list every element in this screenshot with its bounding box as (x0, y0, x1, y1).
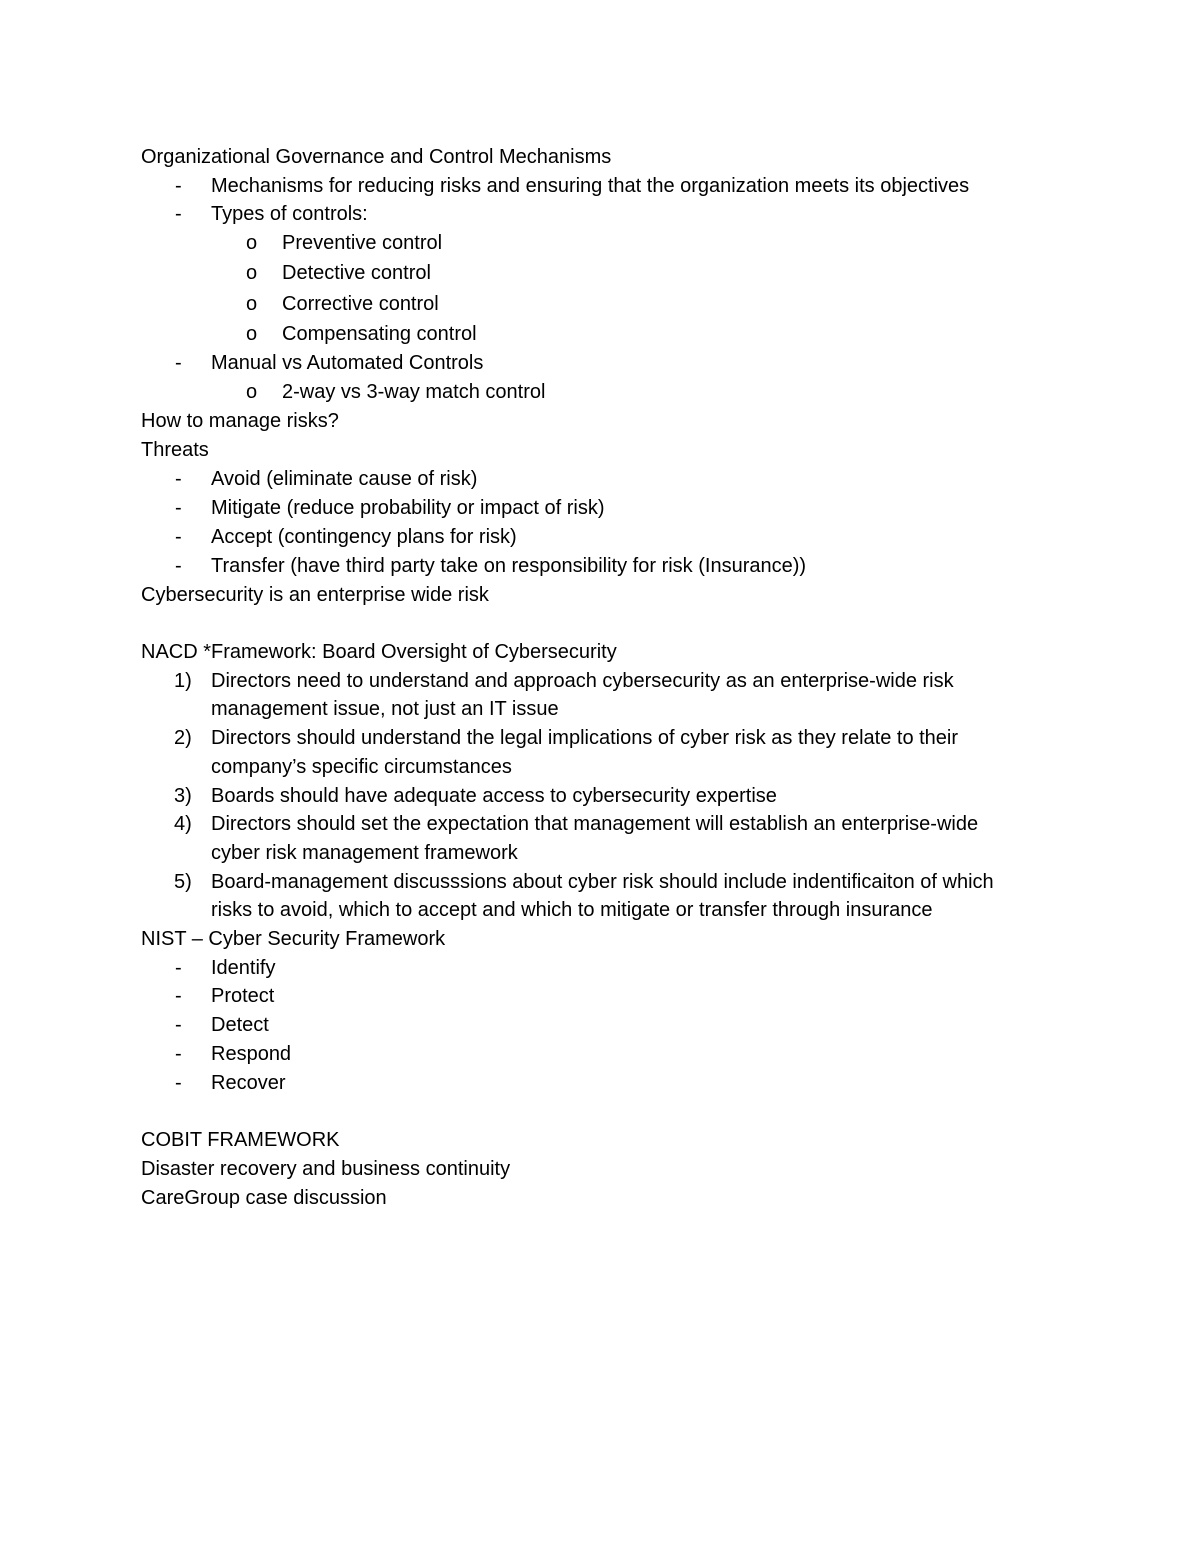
dash-bullet: - (175, 957, 182, 979)
threat-item: Avoid (eliminate cause of risk) (211, 468, 478, 490)
control-type-item: Corrective control (282, 293, 439, 315)
list-number: 2) (174, 727, 192, 749)
dash-bullet: - (175, 526, 182, 548)
dash-bullet: - (175, 1014, 182, 1036)
nacd-item-line: Boards should have adequate access to cybersecurity expertise (211, 785, 777, 807)
dash-bullet: - (175, 468, 182, 490)
circle-bullet: o (246, 293, 258, 315)
section-heading-governance: Organizational Governance and Control Mechanisms (141, 146, 612, 168)
nist-item: Protect (211, 985, 275, 1007)
list-number: 4) (174, 813, 192, 835)
threat-item: Transfer (have third party take on responsibility for risk (Insurance)) (211, 555, 807, 577)
manage-risks-question: How to manage risks? (141, 410, 339, 432)
dash-bullet: - (175, 1043, 182, 1065)
control-type-item: Preventive control (282, 232, 443, 254)
bullet-types-of-controls: Types of controls: (211, 203, 368, 225)
nacd-item-line: cyber risk management framework (211, 842, 518, 864)
dash-bullet: - (175, 203, 182, 225)
list-number: 5) (174, 871, 192, 893)
dash-bullet: - (175, 1072, 182, 1094)
nacd-item-line: Directors should set the expectation that management will establish an enterprise-wide (211, 813, 979, 835)
circle-bullet: o (246, 262, 258, 284)
dash-bullet: - (175, 175, 182, 197)
nist-item: Detect (211, 1014, 269, 1036)
control-type-item: Detective control (282, 262, 431, 284)
dash-bullet: - (175, 985, 182, 1007)
control-type-item: Compensating control (282, 323, 477, 345)
bullet-manual-vs-automated: Manual vs Automated Controls (211, 352, 484, 374)
threat-item: Mitigate (reduce probability or impact of risk) (211, 497, 605, 519)
dash-bullet: - (175, 497, 182, 519)
nacd-item-line: Directors need to understand and approach cybersecurity as an enterprise-wide risk (211, 670, 954, 692)
nacd-item-line: management issue, not just an IT issue (211, 698, 559, 720)
match-control-item: 2-way vs 3-way match control (282, 381, 546, 403)
list-number: 1) (174, 670, 192, 692)
dash-bullet: - (175, 555, 182, 577)
cobit-heading: COBIT FRAMEWORK (141, 1129, 340, 1151)
nacd-item-line: company’s specific circumstances (211, 756, 512, 778)
disaster-recovery-line: Disaster recovery and business continuity (141, 1158, 511, 1180)
nacd-item-line: risks to avoid, which to accept and which to mitigate or transfer through insurance (211, 899, 933, 921)
circle-bullet: o (246, 232, 258, 254)
nacd-item-line: Directors should understand the legal implications of cyber risk as they relate to their (211, 727, 959, 749)
nist-item: Recover (211, 1072, 286, 1094)
nist-item: Identify (211, 957, 276, 979)
dash-bullet: - (175, 352, 182, 374)
list-number: 3) (174, 785, 192, 807)
circle-bullet: o (246, 381, 258, 403)
nist-item: Respond (211, 1043, 292, 1065)
circle-bullet: o (246, 323, 258, 345)
threat-item: Accept (contingency plans for risk) (211, 526, 517, 548)
threats-heading: Threats (141, 439, 209, 461)
cybersecurity-risk-line: Cybersecurity is an enterprise wide risk (141, 584, 489, 606)
bullet-mechanisms: Mechanisms for reducing risks and ensuring that the organization meets its objectives (211, 175, 970, 197)
nacd-item-line: Board-management discusssions about cyber risk should include indentificaiton of which (211, 871, 994, 893)
nist-heading: NIST – Cyber Security Framework (141, 928, 446, 950)
nacd-heading: NACD *Framework: Board Oversight of Cybersecurity (141, 641, 617, 663)
caregroup-line: CareGroup case discussion (141, 1187, 387, 1209)
